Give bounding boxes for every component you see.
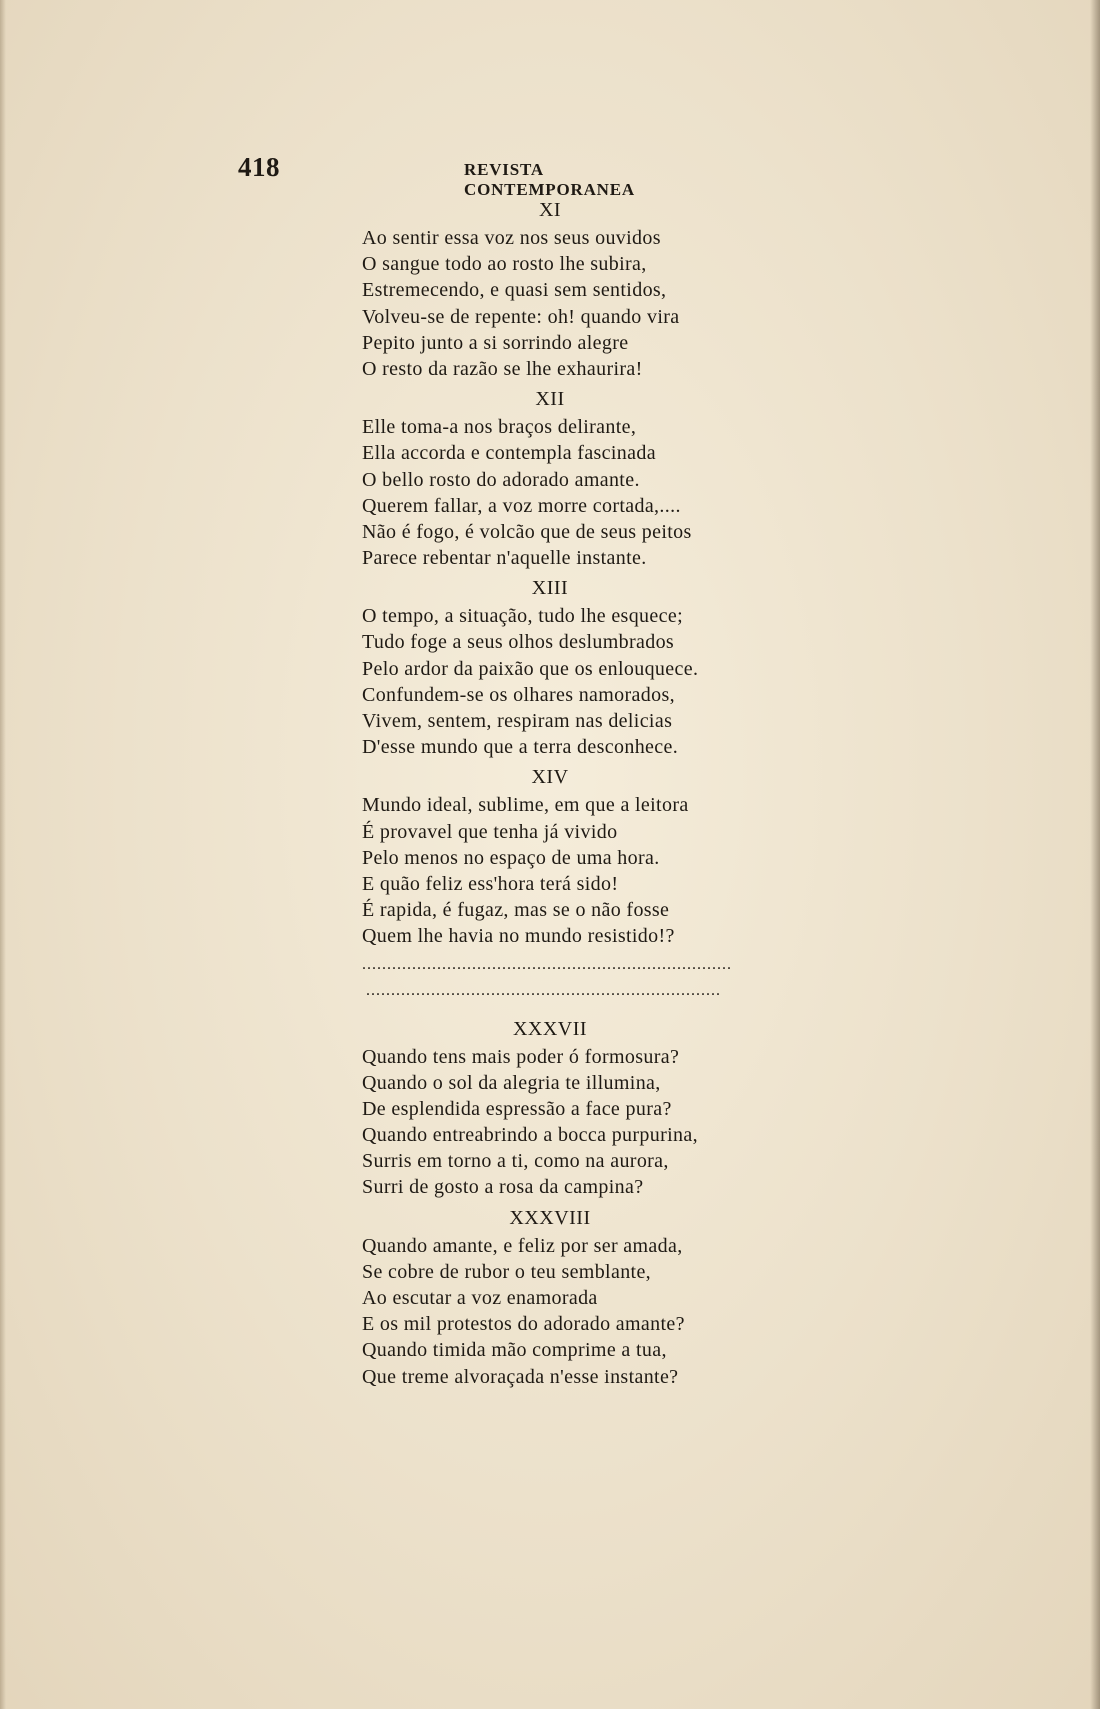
verse-line: Volveu-se de repente: oh! quando vira: [362, 305, 680, 328]
verse-line: Parece rebentar n'aquelle instante.: [362, 547, 647, 570]
verse-line: Surris em torno a ti, como na aurora,: [362, 1150, 669, 1173]
verse-line: O bello rosto do adorado amante.: [362, 468, 640, 491]
verse-line: Surri de gosto a rosa da campina?: [362, 1176, 644, 1199]
verse-line: Querem fallar, a voz morre cortada,....: [362, 494, 681, 517]
stanza-xxxvii: [362, 1014, 762, 1201]
page-header: [238, 152, 718, 199]
stanza-number: XXXVIII: [509, 1206, 591, 1229]
verse-line: E quão feliz ess'hora terá sido!: [362, 872, 619, 895]
verse-line: Quando tens mais poder ó formosura?: [362, 1045, 680, 1068]
verse-line: Tudo foge a seus olhos deslumbrados: [362, 631, 675, 654]
running-title: REVISTA CONTEMPORANEA: [464, 160, 635, 199]
verse-line: Pepito junto a si sorrindo alegre: [362, 331, 629, 354]
page-edge-left: [0, 0, 6, 1709]
page-edge-right: [1090, 0, 1100, 1709]
spacer: [362, 1004, 762, 1014]
verse-line: O resto da razão se lhe exhaurira!: [362, 357, 643, 380]
page-number: 418: [238, 152, 280, 182]
ellipsis-row: ..........................................................................: [362, 955, 732, 973]
verse-line: Quando o sol da alegria te illumina,: [362, 1071, 661, 1094]
verse-line: Quando entreabrindo a bocca purpurina,: [362, 1124, 698, 1147]
stanza-xi: [362, 195, 762, 382]
verse-line: O sangue todo ao rosto lhe subira,: [362, 253, 647, 276]
ellipsis-row: .......................................................................: [366, 981, 721, 999]
verse-line: Pelo ardor da paixão que os enlouquece.: [362, 657, 699, 680]
verse-line: Vivem, sentem, respiram nas delicias: [362, 710, 673, 732]
verse-line: E os mil protestos do adorado amante?: [362, 1313, 685, 1336]
verse-line: De esplendida espressão a face pura?: [362, 1097, 672, 1120]
stanza-number: XI: [538, 199, 562, 221]
verse-line: É provavel que tenha já vivido: [362, 820, 618, 843]
verse-line: Confundem-se os olhares namorados,: [362, 683, 675, 706]
verse-line: Ella accorda e contempla fascinada: [362, 442, 656, 465]
stanza-number: XII: [535, 388, 565, 411]
stanza-number: XIV: [531, 766, 569, 789]
poem-body: [362, 195, 762, 1392]
verse-line: Que treme alvoraçada n'esse instante?: [362, 1365, 679, 1388]
verse-line: Não é fogo, é volcão que de seus peitos: [362, 520, 692, 543]
stanza-xiv: [362, 762, 762, 949]
stanza-xii: [362, 384, 762, 571]
verse-line: Mundo ideal, sublime, em que a leitora: [362, 794, 689, 817]
verse-line: Quando amante, e feliz por ser amada,: [362, 1234, 683, 1257]
verse-line: Se cobre de rubor o teu semblante,: [362, 1260, 652, 1283]
verse-line: Estremecendo, e quasi sem sentidos,: [362, 279, 667, 302]
verse-line: Quando timida mão comprime a tua,: [362, 1339, 667, 1362]
verse-line: O tempo, a situação, tudo lhe esquece;: [362, 605, 683, 628]
stanza-number: XIII: [531, 577, 569, 600]
verse-line: Pelo menos no espaço de uma hora.: [362, 846, 660, 869]
verse-line: Quem lhe havia no mundo resistido!?: [362, 925, 675, 948]
verse-line: É rapida, é fugaz, mas se o não fosse: [362, 899, 670, 922]
verse-line: Ao escutar a voz enamorada: [362, 1287, 598, 1309]
verse-line: Ao sentir essa voz nos seus ouvidos: [362, 227, 661, 249]
ellipsis-break: [362, 952, 762, 1004]
verse-line: Elle toma-a nos braços delirante,: [362, 416, 637, 439]
stanza-number: XXXVII: [512, 1017, 588, 1040]
stanza-xxxviii: [362, 1203, 762, 1390]
stanza-xiii: [362, 573, 762, 760]
verse-line: D'esse mundo que a terra desconhece.: [362, 736, 679, 759]
